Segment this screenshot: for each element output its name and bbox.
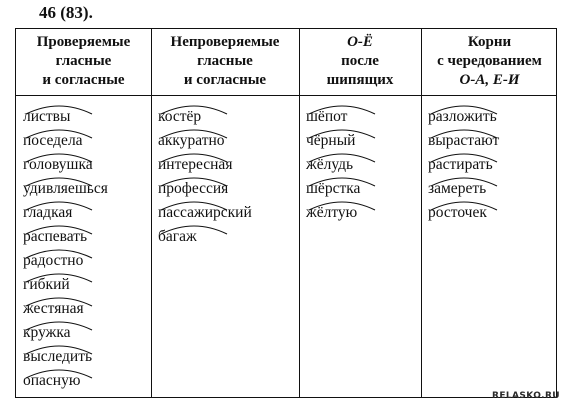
word-text: багаж [158, 228, 197, 245]
word-item [306, 105, 419, 129]
word-item [158, 201, 297, 225]
column-header-line: О-Ё [347, 34, 373, 50]
word-text: жёлудь [306, 156, 354, 173]
word-text: поседела [23, 132, 83, 149]
word-text: растирать [428, 156, 493, 173]
word-item [428, 201, 556, 225]
column-checkable [16, 29, 151, 397]
word-item [306, 153, 419, 177]
word-item [23, 177, 149, 201]
word-text: росточек [428, 204, 487, 221]
word-item [306, 177, 419, 201]
column-o-yo-after-sibilants [299, 29, 421, 397]
word-item [23, 369, 149, 393]
column-header-line: Проверяемые [36, 34, 131, 50]
word-item [23, 297, 149, 321]
exercise-number: 46 (83). [39, 3, 93, 22]
word-item [23, 321, 149, 345]
word-text: профессия [158, 180, 229, 197]
word-item [23, 249, 149, 273]
word-item [23, 129, 149, 153]
word-text: листвы [23, 108, 71, 125]
word-list [23, 105, 149, 393]
word-item [158, 225, 297, 249]
column-alternating-roots [421, 29, 558, 397]
word-list [306, 105, 419, 225]
word-text: чёрный [306, 132, 356, 149]
word-item [23, 153, 149, 177]
word-text: жёлтую [306, 204, 358, 221]
word-item [428, 153, 556, 177]
word-item [306, 201, 419, 225]
word-text: головушка [23, 156, 93, 173]
watermark: RELASKO.RU [492, 391, 560, 401]
spelling-table [15, 28, 557, 398]
word-text: опасную [23, 372, 81, 389]
column-header-line: О-А, Е-И [459, 72, 520, 88]
word-text: аккуратно [158, 132, 225, 149]
word-text: шёрстка [306, 180, 361, 197]
column-header-line: и согласные [183, 72, 267, 88]
word-item [158, 129, 297, 153]
column-header-line: Непроверяемые [170, 34, 280, 50]
column-header-line: после [341, 53, 379, 69]
column-header [16, 33, 151, 93]
word-text: жестяная [23, 300, 84, 317]
word-text: кружка [23, 324, 71, 341]
column-header-line: гласные [55, 53, 112, 69]
word-text: разложить [428, 108, 497, 125]
word-text: радостно [23, 252, 84, 269]
word-text: выследить [23, 348, 93, 365]
word-text: распевать [23, 228, 88, 245]
word-item [306, 129, 419, 153]
word-text: удивляешься [23, 180, 108, 197]
column-header-line: гласные [197, 53, 253, 69]
word-list [158, 105, 297, 249]
word-item [23, 105, 149, 129]
word-item [158, 105, 297, 129]
word-text: шёпот [306, 108, 348, 125]
word-item [23, 225, 149, 249]
column-header-line: и согласные [42, 72, 125, 88]
word-text: гладкая [23, 204, 73, 221]
word-item [428, 129, 556, 153]
word-item [428, 105, 556, 129]
word-list [428, 105, 556, 225]
word-item [428, 177, 556, 201]
word-text: костёр [158, 108, 202, 125]
word-text: гибкий [23, 276, 70, 293]
column-header-line: Корни [467, 34, 512, 50]
column-uncheckable [151, 29, 299, 397]
word-text: пассажирский [158, 204, 252, 221]
column-header [421, 33, 558, 93]
word-item [158, 153, 297, 177]
word-item [158, 177, 297, 201]
column-header [151, 33, 299, 93]
column-header [299, 33, 421, 93]
word-text: вырастают [428, 132, 500, 149]
word-item [23, 345, 149, 369]
word-item [23, 201, 149, 225]
word-item [23, 273, 149, 297]
word-text: замереть [428, 180, 487, 197]
word-text: интересная [158, 156, 233, 173]
column-header-line: с чередованием [437, 53, 542, 69]
column-header-line: шипящих [326, 72, 394, 88]
